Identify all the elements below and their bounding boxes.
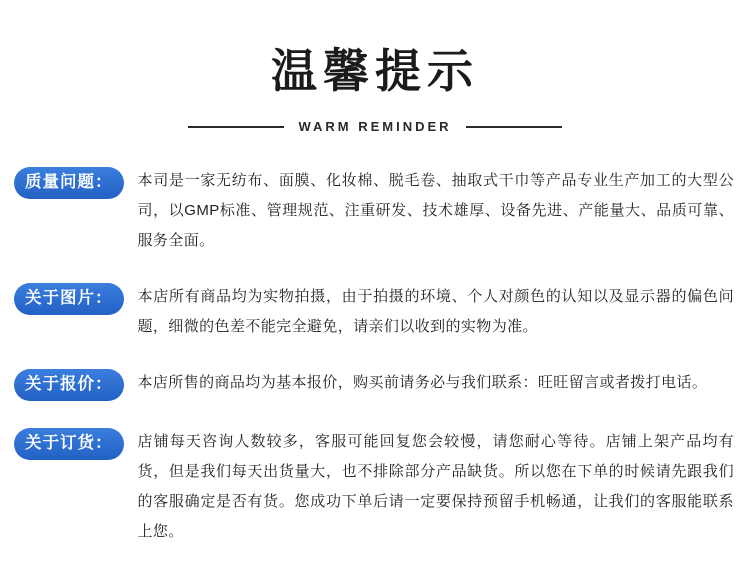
reminder-row-ordering bbox=[14, 427, 734, 547]
divider-left bbox=[188, 126, 284, 128]
page-title: 温馨提示 bbox=[271, 45, 479, 97]
section-text-pricing: 本店所售的商品均为基本报价，购买前请务必与我们联系：旺旺留言或者拨打电话。 bbox=[137, 374, 708, 392]
reminder-row-images bbox=[14, 282, 734, 342]
section-tag-quality: 质量问题： bbox=[14, 167, 124, 199]
section-tag-ordering: 关于订货： bbox=[14, 428, 124, 460]
reminder-row-pricing bbox=[14, 368, 734, 401]
section-text-quality: 本司是一家无纺布、面膜、化妆棉、脱毛卷、抽取式干巾等产品专业生产加工的大型公司，以GMP标准、管理规范、注重研发、技术雄厚、设备先进、产能量大、品质可靠、服务全面。 bbox=[137, 172, 734, 250]
page-header bbox=[0, 0, 750, 134]
subtitle-row bbox=[0, 119, 750, 134]
section-text-ordering: 店铺每天咨询人数较多，客服可能回复您会较慢，请您耐心等待。店铺上架产品均有货，但是我们每天出货量大，也不排除部分产品缺货。所以您在下单的时候请先跟我们的客服确定是否有货。您成功下单后请一定要保持预留手机畅通，让我们的客服能联系上您。 bbox=[137, 433, 734, 541]
reminder-sections bbox=[0, 166, 750, 547]
page-subtitle: WARM REMINDER bbox=[298, 119, 452, 135]
section-tag-images: 关于图片： bbox=[14, 283, 124, 315]
reminder-row-quality bbox=[14, 166, 734, 256]
divider-right bbox=[466, 126, 562, 128]
section-text-images: 本店所有商品均为实物拍摄，由于拍摄的环境、个人对颜色的认知以及显示器的偏色问题，细微的色差不能完全避免，请亲们以收到的实物为准。 bbox=[137, 288, 734, 336]
section-tag-pricing: 关于报价： bbox=[14, 369, 124, 401]
